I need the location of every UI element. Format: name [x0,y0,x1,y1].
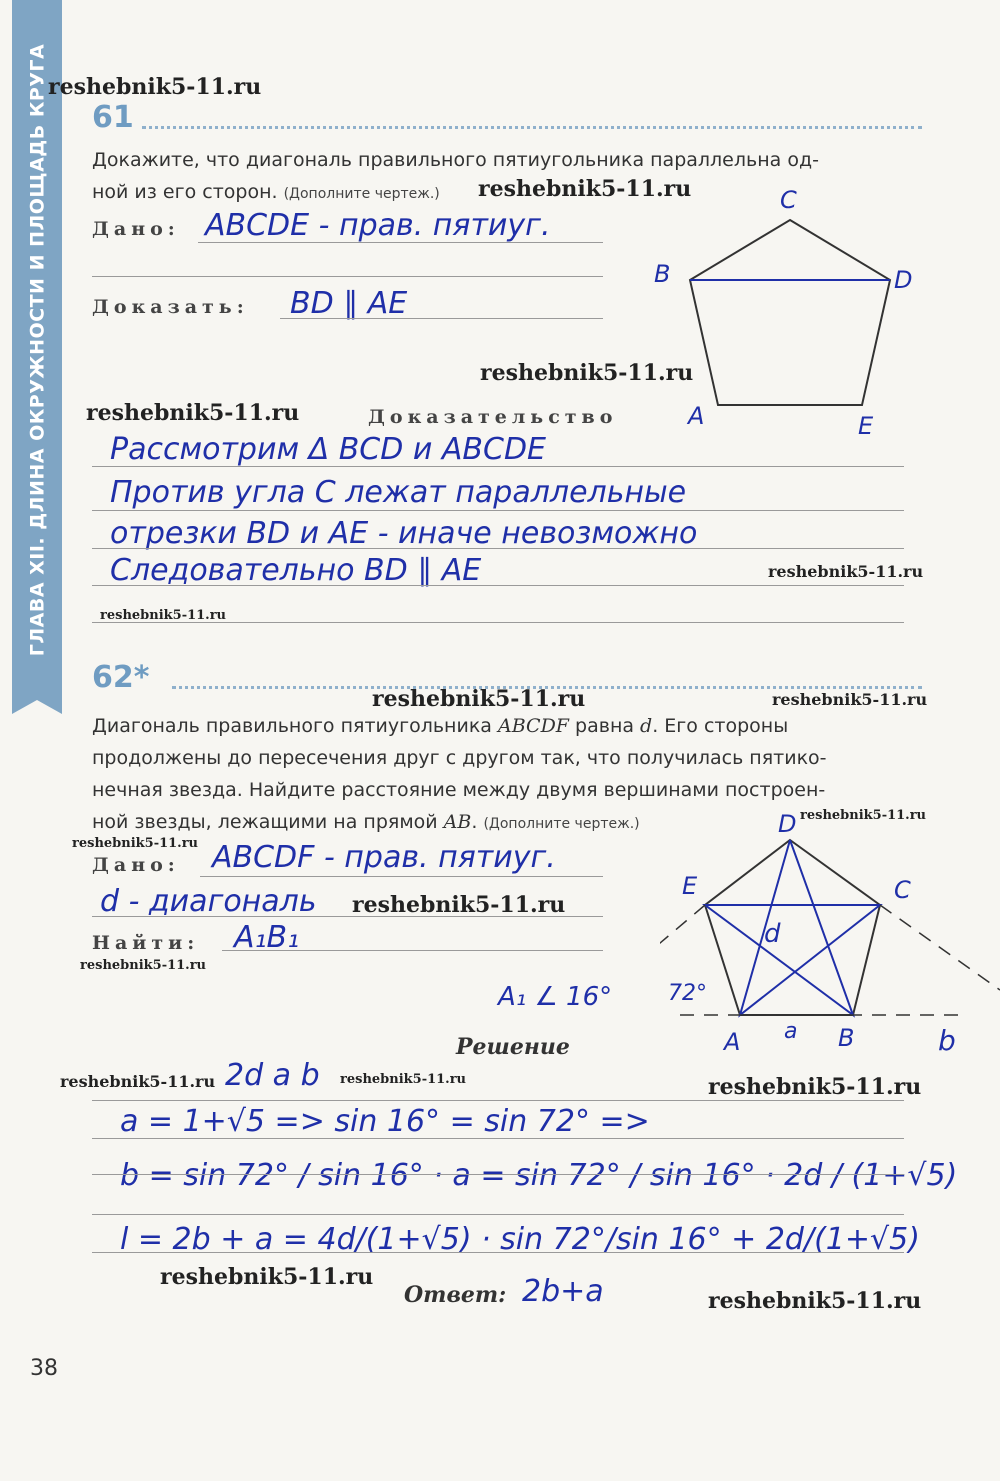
star-figure-62 [660,810,1000,1060]
sidebar-notch [12,700,62,714]
rule [92,1138,904,1139]
vertex-label-c: C [894,876,911,904]
solution-line: l = 2b + a = 4d/(1+√5) · sin 72°/sin 16° + 2d/(1+√5) [120,1222,920,1257]
rule [200,876,603,877]
watermark: reshebnik5-11.ru [768,562,924,581]
vertex-label-e: E [682,872,698,900]
vertex-label-b: B [838,1024,855,1052]
pentagon-shape [690,220,890,405]
proof-line: Рассмотрим Δ BCD и ABCDE [110,432,546,467]
solution-line: 2d a b [225,1058,320,1093]
side-label-a: a [784,1019,798,1044]
answer-label: Ответ: [404,1282,507,1308]
rule [92,585,904,586]
diagonal-label-d: d [764,919,781,949]
solution-heading: Решение [456,1034,570,1060]
task61-given-value: ABCDE - прав. пятиуг. [205,208,551,243]
watermark: reshebnik5-11.ru [478,176,692,202]
rule [92,276,603,277]
watermark: reshebnik5-11.ru [72,836,199,851]
vertex-label-d: D [894,266,913,294]
vertex-label-d: D [778,810,797,838]
proof-line: Следовательно BD ∥ AE [110,553,482,588]
answer-value: 2b+a [522,1274,604,1309]
watermark: reshebnik5-11.ru [800,808,927,823]
task62-given-label: Дано: [92,854,180,876]
angle-label: 72° [668,981,707,1006]
task-number-61: 61 [92,100,134,135]
rule [92,1252,904,1253]
task-divider [142,126,922,129]
solution-line: a = 1+√5 => sin 16° = sin 72° => [120,1104,650,1139]
task61-hint: (Дополните чертеж.) [283,186,440,202]
watermark: reshebnik5-11.ru [708,1074,922,1100]
rule [92,1214,904,1215]
rule [280,318,603,319]
task62-find-label: Найти: [92,932,200,954]
vertex-label-e: E [858,412,874,440]
task62-find-value: A₁B₁ [234,920,300,955]
chapter-sidebar-text-wrap [12,0,62,700]
watermark: reshebnik5-11.ru [340,1072,467,1087]
task61-line1: Докажите, что диагональ правильного пятиугольника параллельна од- [92,149,819,171]
vertex-label-c: C [780,186,797,214]
proof-line: отрезки BD и AE - иначе невозможно [110,516,698,551]
task62-given-value2: d - диагональ [100,884,317,919]
chapter-title: ГЛАВА XII. ДЛИНА ОКРУЖНОСТИ И ПЛОЩАДЬ КРУГА [26,43,49,657]
rule [222,950,603,951]
watermark: reshebnik5-11.ru [708,1288,922,1314]
watermark: reshebnik5-11.ru [372,686,586,712]
task62-hint: (Дополните чертеж.) [483,816,640,832]
extended-side [880,905,1000,990]
watermark: reshebnik5-11.ru [60,1072,216,1091]
rule [92,916,603,917]
task61-given-label: Дано: [92,218,180,240]
task61-line2: ной из его сторон. (Дополните чертеж.) [92,181,440,203]
task-number-62: 62* [92,660,150,695]
task61-proof-heading: Доказательство [368,406,618,428]
rule [92,1100,904,1101]
rule [92,1174,904,1175]
watermark: reshebnik5-11.ru [352,892,566,918]
extended-side [660,905,705,960]
solution-line: b = sin 72° / sin 16° · a = sin 72° / sin 16° · 2d / (1+√5) [120,1158,958,1193]
rule [92,622,904,623]
watermark: reshebnik5-11.ru [772,690,928,709]
watermark: reshebnik5-11.ru [80,958,207,973]
vertex-label-a: A [724,1028,741,1056]
task62-line4: ной звезды, лежащими на прямой AB. (Дополните чертеж.) [92,811,640,833]
watermark: reshebnik5-11.ru [48,74,262,100]
rule [92,548,904,549]
task62-line2: продолжены до пересечения друг с другом так, что получилась пятико- [92,747,827,769]
watermark: reshebnik5-11.ru [100,608,227,623]
pentagon-figure-61 [640,180,940,440]
pentagon-shape [705,840,880,1015]
task62-given-value1: ABCDF - прав. пятиуг. [212,840,556,875]
proof-line: Против угла C лежат параллельные [110,475,687,510]
vertex-label-b: B [654,260,671,288]
rule [92,510,904,511]
segment-label-b: b [938,1024,956,1057]
task61-prove-value: BD ∥ AE [290,286,408,321]
watermark: reshebnik5-11.ru [86,400,300,426]
rule [198,242,603,243]
page-number: 38 [30,1356,58,1381]
task61-prove-label: Доказать: [92,296,249,318]
vertex-label-a: A [688,402,705,430]
watermark: reshebnik5-11.ru [480,360,694,386]
task62-line1: Диагональ правильного пятиугольника ABCDF равна d. Его стороны [92,715,789,737]
angle-note: A₁ ∠ 16° [498,982,613,1012]
task62-line3: нечная звезда. Найдите расстояние между двумя вершинами построен- [92,779,826,801]
watermark: reshebnik5-11.ru [160,1264,374,1290]
rule [92,466,904,467]
